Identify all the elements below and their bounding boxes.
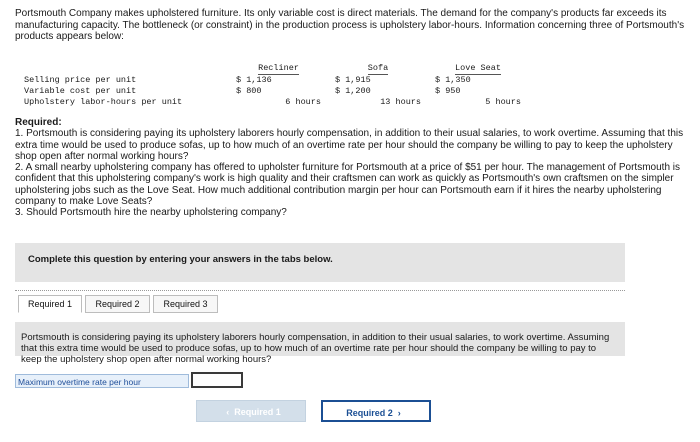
table-cell: $ 1,136 [236,75,272,85]
tab-panel-question [15,322,625,365]
table-cell: $ 950 [435,86,461,96]
row-label: Upholstery labor-hours per unit [24,97,183,107]
tab-required-3[interactable]: Required 3 [153,295,218,313]
next-button-label: Required 2 [346,408,393,418]
table-row [24,97,521,108]
required-item: 3. Should Portsmouth hire the nearby upholstering company? [15,207,287,219]
table-cell: $ 1,200 [335,86,371,96]
table-cell: 6 hours [285,97,321,107]
column-header-sofa: Sofa [367,63,389,73]
column-header-recliner: Recliner [258,63,299,73]
prev-button-label: Required 1 [234,407,281,417]
required-section [15,117,690,219]
row-label: Selling price per unit [24,75,137,85]
table-cell: $ 800 [236,86,262,96]
chevron-left-icon: ‹ [226,407,230,417]
required-item: 1. Portsmouth is considering paying its upholstery laborers hourly compensation, in addition to their usual salaries, to work overtime. Assuming that this extra time would be used to produce sofas, up to how much of an overtime rate per hour should the company be willing to pay to keep the upholstery shop open after normal working hours? [15,128,684,162]
instruction-box [15,243,625,282]
row-label: Variable cost per unit [24,86,137,96]
tab-required-2[interactable]: Required 2 [85,295,150,313]
table-cell: 5 hours [485,97,521,107]
answer-label: Maximum overtime rate per hour [15,374,189,388]
table-row [24,75,521,86]
prev-button[interactable] [196,400,306,422]
overtime-rate-input[interactable] [191,372,243,388]
tab-required-1[interactable]: Required 1 [18,295,82,313]
required-heading: Required: [15,117,62,128]
next-button[interactable] [321,400,431,422]
product-table [24,63,521,108]
table-cell: $ 1,915 [335,75,371,85]
column-header-love-seat: Love Seat [455,63,501,73]
instruction-text: Complete this question by entering your answers in the tabs below. [28,254,333,265]
table-row [24,86,521,97]
chevron-right-icon: › [397,408,401,418]
table-header-row [24,63,521,75]
problem-intro: Portsmouth Company makes upholstered furniture. Its only variable cost is direct materials. The demand for the company's products far exceeds its manufacturing capacity. The bottleneck (or constraint) in the production process is upholstery labor-hours. Information concerning three of Portsmouth's products appears below: [15,8,685,42]
answer-tabs [15,290,625,436]
table-cell: 13 hours [380,97,421,107]
table-cell: $ 1,350 [435,75,471,85]
panel-question-text: Portsmouth is considering paying its upholstery laborers hourly compensation, in addition to their usual salaries, to work overtime. Assuming that this extra time would be used to produce sofas, up to how much of an overtime rate per hour should the company be willing to pay to keep the upholstery shop open after normal working hours? [21,332,610,365]
required-item: 2. A small nearby upholstering company has offered to upholster furniture for Portsmouth at a price of $51 per hour. The management of Portsmouth is confident that this upholstering company's work is high quality and their craftsmen can work as quickly as Portsmouth's own craftsmen on the simpler upholstering jobs such as the Love Seat. How much additional contribution margin per hour can Portsmouth earn if it hires the nearby upholstering company to make Love Seats? [15,162,681,208]
